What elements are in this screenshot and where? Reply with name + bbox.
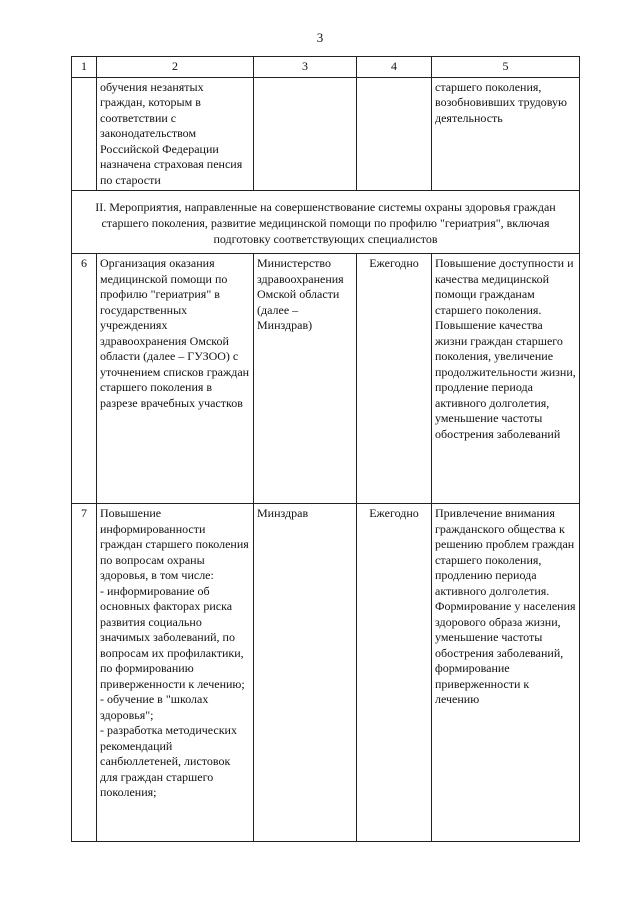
table-row (72, 254, 580, 504)
continuation-number-cell (72, 77, 97, 191)
row-term: Ежегодно (357, 504, 432, 842)
row-executor: Минздрав (254, 504, 357, 842)
row-number: 6 (72, 254, 97, 504)
measures-table (71, 56, 580, 842)
continuation-measure-cell: обучения незанятых граждан, которым в соответствии с законодательством Российской Федерации назначена страховая пенсия по старости (97, 77, 254, 191)
continuation-result-cell: старшего поколения, возобновивших трудовую деятельность (432, 77, 580, 191)
continuation-executor-cell (254, 77, 357, 191)
section-heading: II. Мероприятия, направленные на совершенствование системы охраны здоровья граждан старшего поколения, развитие медицинской помощи по профилю "гериатрия", включая подготовку соответствующих специалистов (72, 191, 580, 254)
page-number: 3 (316, 30, 324, 45)
section-heading-row (72, 191, 580, 254)
header-col-1: 1 (72, 57, 97, 78)
row-result: Повышение доступности и качества медицинской помощи гражданам старшего поколения. Повышение качества жизни граждан старшего поколения, увеличение продолжительности жизни, продление периода активного долголетия, уменьшение частоты обострения заболеваний (432, 254, 580, 504)
row-executor: Министерство здравоохранения Омской области (далее – Минздрав) (254, 254, 357, 504)
row-measure: Организация оказания медицинской помощи по профилю "гериатрия" в государственных учреждениях здравоохранения Омской области (далее – ГУЗОО) с уточнением списков граждан старшего поколения в разрезе врачебных участков (97, 254, 254, 504)
table-row (72, 504, 580, 842)
row-result: Привлечение внимания гражданского общества к решению проблем граждан старшего поколения, продлению периода активного долголетия. Формирование у населения здорового образа жизни, уменьшение частоты обострения заболеваний, формирование приверженности к лечению (432, 504, 580, 842)
header-col-3: 3 (254, 57, 357, 78)
header-col-2: 2 (97, 57, 254, 78)
row-measure: Повышение информированности граждан старшего поколения по вопросам охраны здоровья, в том числе: - информирование об основных факторах риска развития социально значимых заболеваний, по вопросам их профилактики, по формированию приверженности к лечению; - обучение в "школах здоровья"; - разработка методических рекомендаций санбюллетеней, листовок для граждан старшего поколения; (97, 504, 254, 842)
header-col-4: 4 (357, 57, 432, 78)
header-row (72, 57, 580, 78)
continuation-term-cell (357, 77, 432, 191)
continuation-row (72, 77, 580, 191)
header-col-5: 5 (432, 57, 580, 78)
row-number: 7 (72, 504, 97, 842)
row-term: Ежегодно (357, 254, 432, 504)
